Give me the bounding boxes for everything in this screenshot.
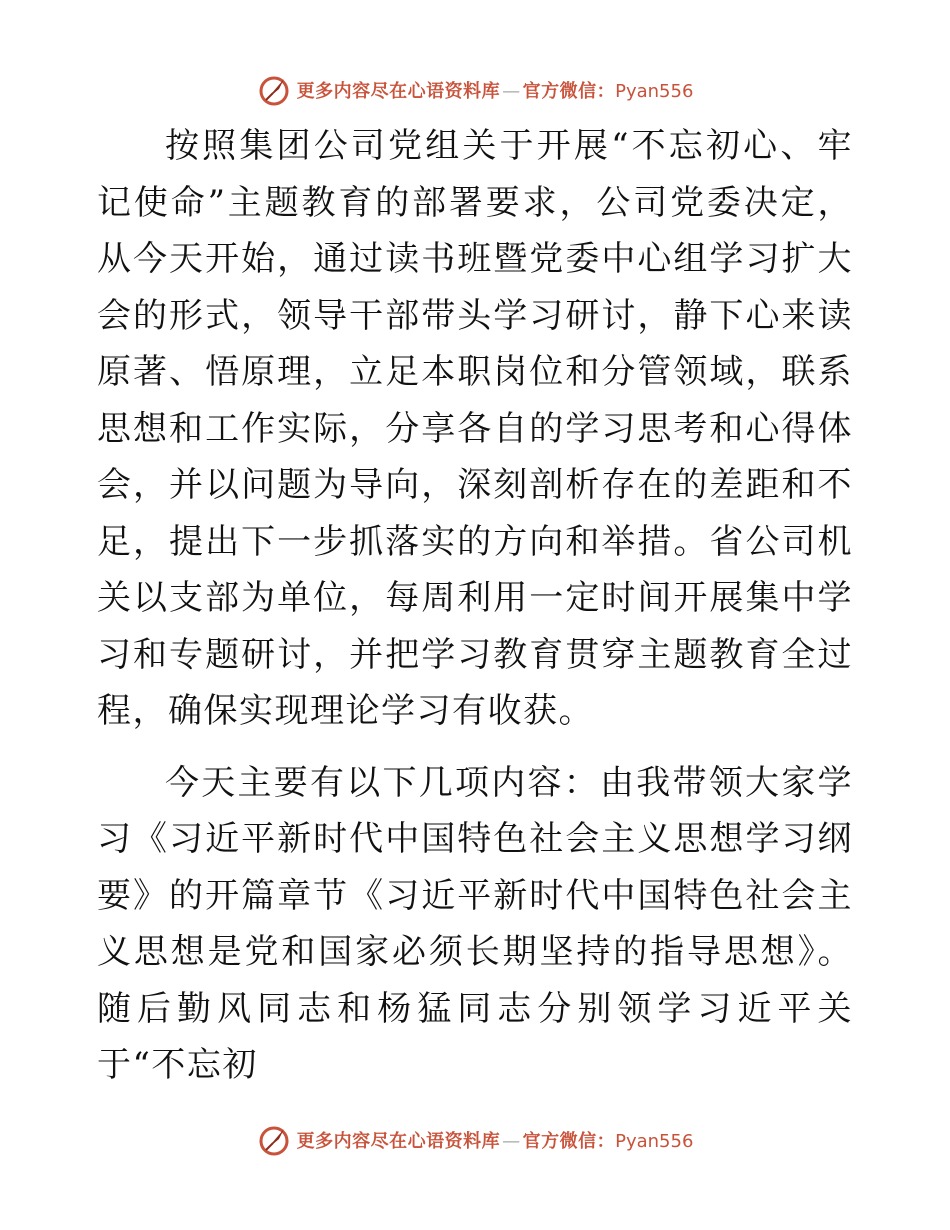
header-separator: —: [502, 81, 521, 102]
body-paragraph-1: 按照集团公司党组关于开展“不忘初心、牢记使命”主题教育的部署要求，公司党委决定，从今天开始，通过读书班暨党委中心组学习扩大会的形式，领导干部带头学习研讨，静下心来读原著、悟原理，立足本职岗位和分管领域，联系思想和工作实际，分享各自的学习思考和心得体会，并以问题为导向，深刻剖析存在的差距和不足，提出下一步抓落实的方向和举措。省公司机关以支部为单位，每周利用一定时间开展集中学习和专题研讨，并把学习教育贯穿主题教育全过程，确保实现理论学习有收获。: [97, 126, 853, 731]
footer-wechat-label: 官方微信：: [522, 1131, 616, 1152]
document-body: [97, 118, 853, 1094]
footer-wechat-id: Pyan556: [615, 1131, 694, 1152]
footer-site-name: 更多内容尽在心语资料库: [296, 1131, 501, 1152]
header-site-name: 更多内容尽在心语资料库: [296, 81, 501, 102]
footer-banner: [0, 1118, 950, 1162]
quill-pen-logo-icon: [257, 73, 291, 107]
quill-pen-logo-icon: [257, 1123, 291, 1157]
header-banner: [0, 68, 950, 112]
footer-banner-text: [297, 1127, 694, 1153]
header-wechat-id: Pyan556: [615, 81, 694, 102]
body-paragraph-2: 今天主要有以下几项内容：由我带领大家学习《习近平新时代中国特色社会主义思想学习纲要》的开篇章节《习近平新时代中国特色社会主义思想是党和国家必须长期坚持的指导思想》。随后勤风同志和杨猛同志分别领学习近平关于“不忘初: [97, 762, 853, 1085]
header-banner-text: [297, 77, 694, 103]
header-wechat-label: 官方微信：: [522, 81, 616, 102]
footer-separator: —: [502, 1131, 521, 1152]
